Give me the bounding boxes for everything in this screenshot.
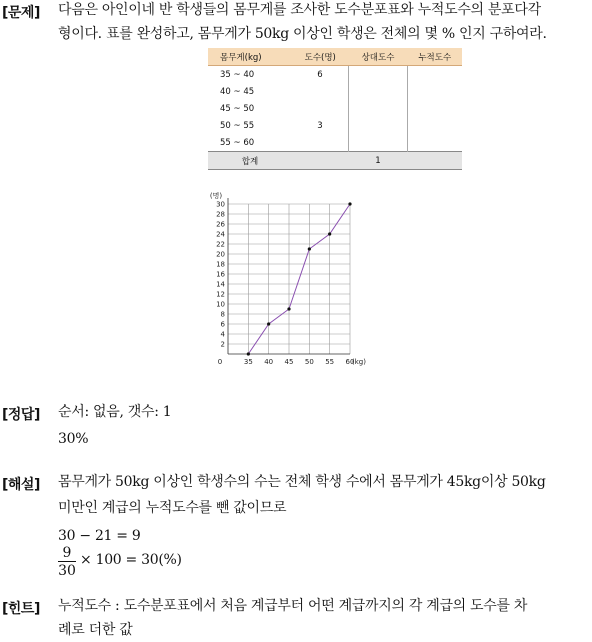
explanation-line1: 몸무게가 50kg 이상인 학생수의 수는 전체 학생 수에서 몸무게가 45kg이상 50kg xyxy=(58,474,546,490)
answer-line1: 순서: 없음, 갯수: 1 xyxy=(58,404,172,420)
explanation-equation1: 30 − 21 = 9 xyxy=(58,528,141,544)
y-tick-label: 30 xyxy=(216,200,225,209)
header-cumulative: 누적도수 xyxy=(408,48,463,66)
y-tick-label: 20 xyxy=(216,250,225,259)
y-tick-label: 2 xyxy=(220,340,225,349)
count-cell: 6 xyxy=(317,69,323,80)
count-cell: 3 xyxy=(317,120,323,131)
count-cell xyxy=(292,134,349,152)
explanation-line2: 미만인 계급의 누적도수를 뺀 값이므로 xyxy=(58,500,287,516)
count-cell xyxy=(292,100,349,117)
fraction-denominator: 30 xyxy=(58,563,76,579)
hint-label: [힌트] xyxy=(2,601,40,617)
x-tick-label: 35 xyxy=(243,358,253,366)
hint-line1: 누적도수 : 도수분포표에서 처음 계급부터 어떤 계급까지의 각 계급의 도수를 차 xyxy=(58,598,528,614)
class-cell: 55 ~ 60 xyxy=(220,137,255,148)
y-tick-label: 18 xyxy=(216,260,225,269)
problem-text-line1: 다음은 아인이네 반 학생들의 몸무게를 조사한 도수분포표와 누적도수의 분포다각 xyxy=(58,2,541,18)
cumulative-frequency-polygon-chart xyxy=(200,186,370,372)
x-tick-label: 40 xyxy=(264,358,274,366)
y-tick-label: 26 xyxy=(216,220,225,229)
fraction-numerator: 9 xyxy=(58,545,76,562)
x-tick-label: 60 xyxy=(345,358,355,366)
problem-text-line2: 형이다. 표를 완성하고, 몸무게가 50kg 이상인 학생은 전체의 몇 % 인지 구하여라. xyxy=(58,26,547,42)
x-tick-label: 45 xyxy=(284,358,294,366)
answer-line2: 30% xyxy=(58,431,89,447)
cumulative-cell xyxy=(408,134,463,152)
data-point xyxy=(348,202,351,205)
cumulative-cell xyxy=(408,100,463,117)
series-line xyxy=(248,204,350,354)
y-tick-label: 8 xyxy=(220,310,225,319)
data-point xyxy=(287,307,290,310)
problem-label: [문제] xyxy=(2,5,40,21)
cumulative-cell xyxy=(408,83,463,100)
origin-label: 0 xyxy=(217,358,223,366)
total-label: 합계 xyxy=(208,152,292,170)
total-cumulative-cell xyxy=(408,152,463,170)
table-row xyxy=(208,66,462,84)
data-point xyxy=(267,322,270,325)
table-row xyxy=(208,100,462,117)
class-cell: 45 ~ 50 xyxy=(220,103,255,114)
data-point xyxy=(247,352,250,355)
data-point xyxy=(308,247,311,250)
x-axis-unit-label: (kg) xyxy=(352,358,366,366)
x-tick-label: 50 xyxy=(304,358,314,366)
table-row xyxy=(208,83,462,100)
x-tick-label: 55 xyxy=(325,358,335,366)
y-tick-label: 4 xyxy=(220,330,225,339)
count-cell xyxy=(292,83,349,100)
answer-label: [정답] xyxy=(2,407,40,423)
y-tick-label: 14 xyxy=(216,280,225,289)
y-tick-label: 16 xyxy=(216,270,225,279)
class-cell: 50 ~ 55 xyxy=(220,120,255,131)
relative-cell xyxy=(349,117,408,134)
frequency-table xyxy=(208,48,462,170)
table-row xyxy=(208,134,462,152)
y-tick-label: 10 xyxy=(216,300,225,309)
total-count-cell xyxy=(292,152,349,170)
class-cell: 40 ~ 45 xyxy=(220,86,255,97)
explanation-label: [해설] xyxy=(2,477,40,493)
y-tick-label: 6 xyxy=(220,320,225,329)
relative-cell xyxy=(349,100,408,117)
explanation-equation2: × 100 = 30(%) xyxy=(80,552,182,568)
header-relative: 상대도수 xyxy=(349,48,408,66)
relative-cell xyxy=(349,134,408,152)
y-tick-label: 22 xyxy=(216,240,225,249)
total-relative-cell: 1 xyxy=(349,152,408,170)
y-tick-label: 28 xyxy=(216,210,225,219)
fraction xyxy=(58,545,76,580)
relative-cell xyxy=(349,66,408,84)
y-tick-label: 24 xyxy=(216,230,225,239)
header-weight: 몸무게(kg) xyxy=(208,48,292,66)
relative-cell xyxy=(349,83,408,100)
header-count: 도수(명) xyxy=(292,48,349,66)
class-cell: 35 ~ 40 xyxy=(220,69,255,80)
y-tick-label: 12 xyxy=(216,290,225,299)
table-row xyxy=(208,117,462,134)
hint-line2: 례로 더한 값 xyxy=(58,622,133,638)
y-axis-unit-label: (명) xyxy=(209,192,223,200)
table-header-row xyxy=(208,48,462,66)
cumulative-cell xyxy=(408,117,463,134)
data-point xyxy=(328,232,331,235)
cumulative-cell xyxy=(408,66,463,84)
table-total-row xyxy=(208,152,462,170)
